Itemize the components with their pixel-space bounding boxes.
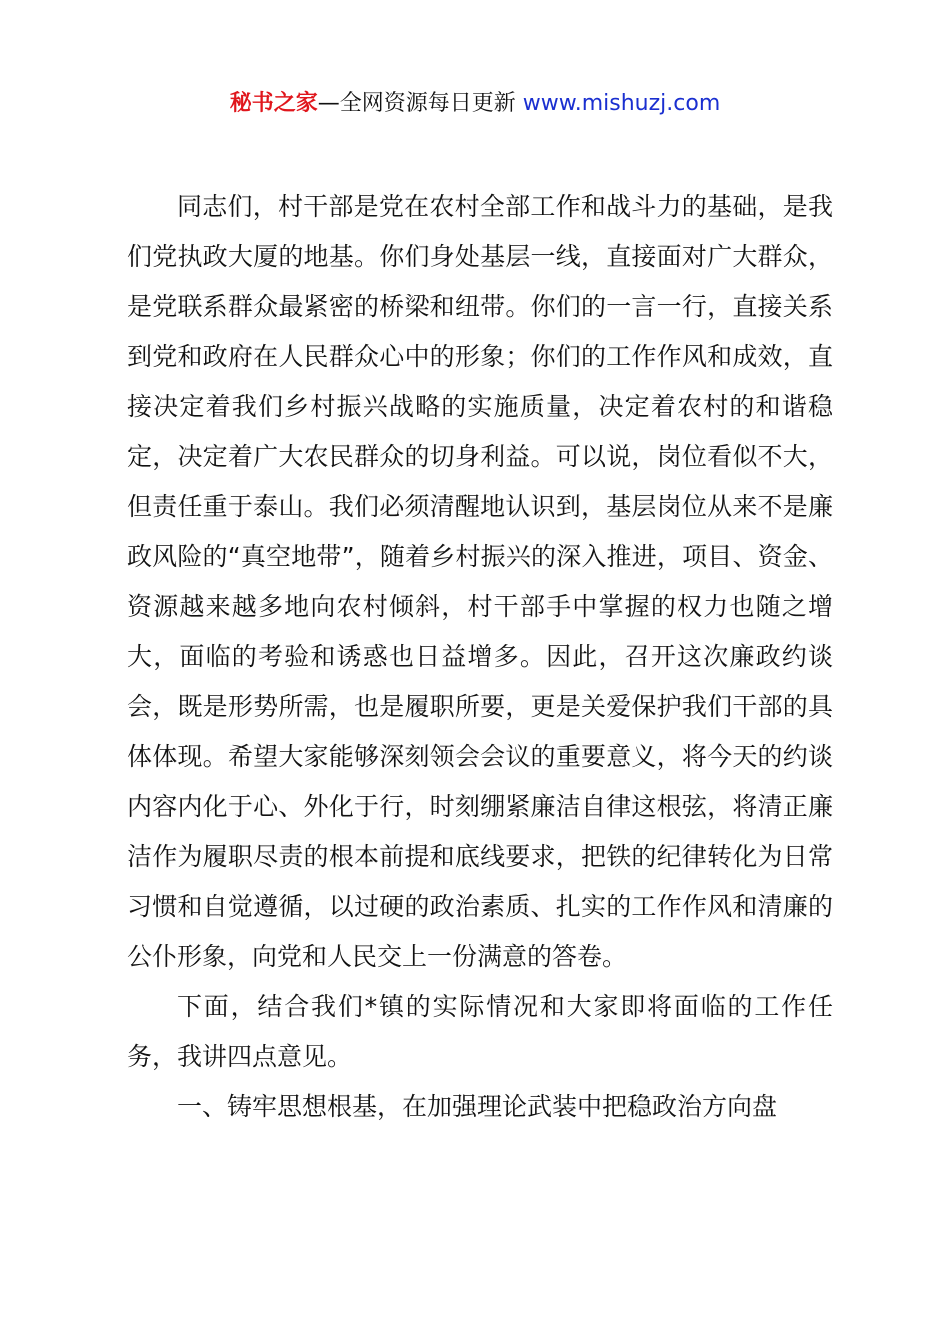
header-tagline: —全网资源每日更新 bbox=[317, 91, 516, 116]
body-paragraph-1: 同志们，村干部是党在农村全部工作和战斗力的基础，是我们党执政大厦的地基。你们身处基层一线，直接面对广大群众，是党联系群众最紧密的桥梁和纽带。你们的一言一行，直接关系到党和政府在人民群众心中的形象；你们的工作作风和成效，直接决定着我们乡村振兴战略的实施质量，决定着农村的和谐稳定，决定着广大农民群众的切身利益。可以说，岗位看似不大，但责任重于泰山。我们必须清醒地认识到，基层岗位从来不是廉政风险的“真空地带”，随着乡村振兴的深入推进，项目、资金、资源越来越多地向农村倾斜，村干部手中掌握的权力也随之增大，面临的考验和诱惑也日益增多。因此，召开这次廉政约谈会，既是形势所需，也是履职所要，更是关爱保护我们干部的具体体现。希望大家能够深刻领会会议的重要意义，将今天的约谈内容内化于心、外化于行，时刻绷紧廉洁自律这根弦，将清正廉洁作为履职尽责的根本前提和底线要求，把铁的纪律转化为日常习惯和自觉遵循，以过硬的政治素质、扎实的工作作风和清廉的公仆形象，向党和人民交上一份满意的答卷。 bbox=[127, 192, 833, 971]
page-header bbox=[0, 88, 950, 120]
document-body bbox=[127, 182, 833, 1132]
section-heading-1: 一、铸牢思想根基，在加强理论武装中把稳政治方向盘 bbox=[177, 1092, 778, 1121]
brand-name: 秘书之家 bbox=[229, 91, 318, 116]
body-paragraph-2: 下面，结合我们*镇的实际情况和大家即将面临的工作任务，我讲四点意见。 bbox=[127, 992, 833, 1071]
site-url-link[interactable]: www.mishuzj.com bbox=[522, 91, 721, 116]
